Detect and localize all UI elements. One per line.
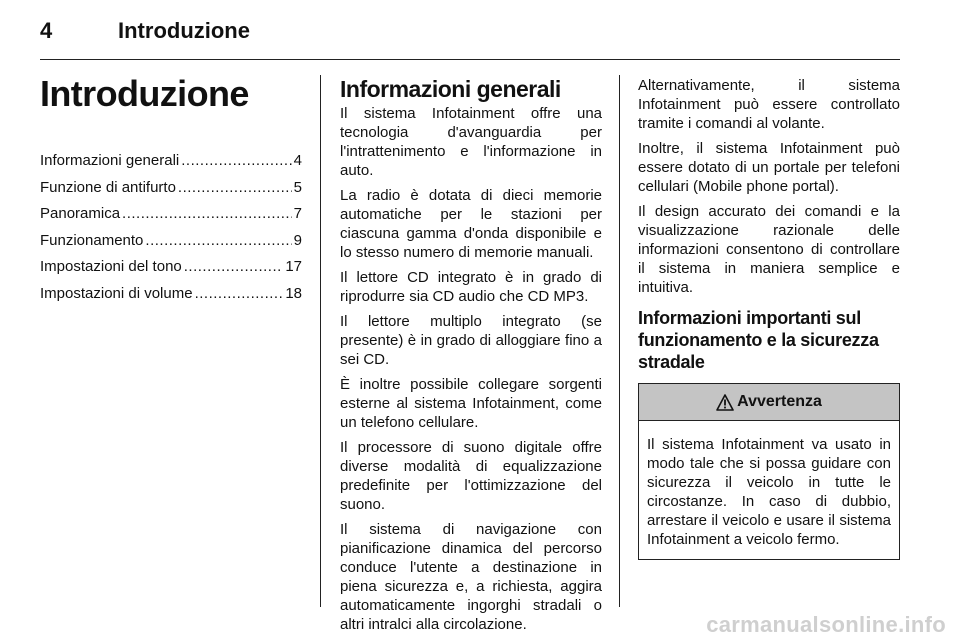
toc-page-number: 17 [285,258,302,275]
warning-header [639,384,899,421]
toc-leader [122,201,292,228]
toc-leader [181,148,291,175]
toc-item[interactable] [40,175,302,202]
watermark: carmanualsonline.info [706,612,946,637]
toc-leader [195,281,284,308]
toc-leader [178,175,292,202]
body-paragraph: Il processore di suono digitale offre diverse modalità di equalizzazione predefinite per l'ottimizzazione del suono. [340,439,602,513]
toc-item[interactable] [40,201,302,228]
toc-label: Impostazioni di volume [40,284,193,302]
body-paragraph: Il lettore CD integrato è in grado di riprodurre sia CD audio che CD MP3. [340,269,602,305]
warning-body [639,421,899,559]
toc-item[interactable] [40,254,302,281]
header-rule [40,59,900,60]
warning-triangle-icon [716,394,734,411]
warning-text: Il sistema Infotainment va usato in modo tale che si possa guidare con sicurezza il veicolo in tutte le circostanze. In caso di dubbio, arrestare il veicolo e usare il sistema Infotainment a veicolo fermo. [647,436,891,548]
toc-label: Informazioni generali [40,152,180,169]
running-head: Introduzione [118,18,250,43]
column-divider-right [619,75,620,607]
toc-item[interactable] [40,228,302,255]
toc-label: Impostazioni del tono [40,258,182,275]
toc-page-number: 9 [293,231,302,249]
body-paragraph: Alternativamente, il sistema Infotainment può essere controllato tramite i comandi al volante. [638,77,900,132]
body-paragraph: Il sistema di navigazione con pianificazione dinamica del percorso conduce l'utente a destinazione in piena sicurezza e, a richiesta, aggira automaticamente ingorghi stradali o altri intralci alla circolazione. [340,521,602,633]
toc-leader [145,228,291,255]
body-paragraph: La radio è dotata di dieci memorie automatiche per le stazioni per ciascuna gamma d'onda disponibile e lo stesso numero di memorie manuali. [340,187,602,261]
column-divider-left [320,75,321,607]
toc-page-number: 5 [293,178,302,196]
body-paragraph: Il lettore multiplo integrato (se presente) è in grado di alloggiare fino a sei CD. [340,313,602,368]
right-column [638,76,900,560]
body-paragraph: Il design accurato dei comandi e la visualizzazione razionale delle informazioni consentono di controllare il sistema in maniera semplice e intuitiva. [638,203,900,296]
main-column [340,76,602,640]
subsection-title: Informazioni importanti sul funzionamento e la sicurezza stradale [638,308,879,372]
page-number: 4 [40,18,53,43]
warning-box [638,383,900,560]
warning-title: Avvertenza [737,393,822,410]
toc-item[interactable] [40,148,302,175]
chapter-title: Introduzione [40,73,249,114]
body-paragraph: È inoltre possibile collegare sorgenti esterne al sistema Infotainment, come un telefono cellulare. [340,376,602,431]
section-title: Informazioni generali [340,76,561,102]
toc-leader [184,254,284,281]
body-paragraph: Inoltre, il sistema Infotainment può essere dotato di un portale per telefoni cellulari (Mobile phone portal). [638,140,900,195]
toc-label: Panoramica [40,205,121,222]
toc-label: Funzione di antifurto [40,178,176,196]
toc-column [40,74,302,307]
toc-page-number: 7 [293,205,302,222]
body-paragraph: Il sistema Infotainment offre una tecnologia d'avanguardia per l'intrattenimento e l'informazione in auto. [340,105,602,179]
toc-label: Funzionamento [40,231,144,249]
toc-page-number: 18 [285,284,302,302]
table-of-contents [40,148,302,307]
toc-page-number: 4 [293,152,302,169]
toc-item[interactable] [40,281,302,308]
